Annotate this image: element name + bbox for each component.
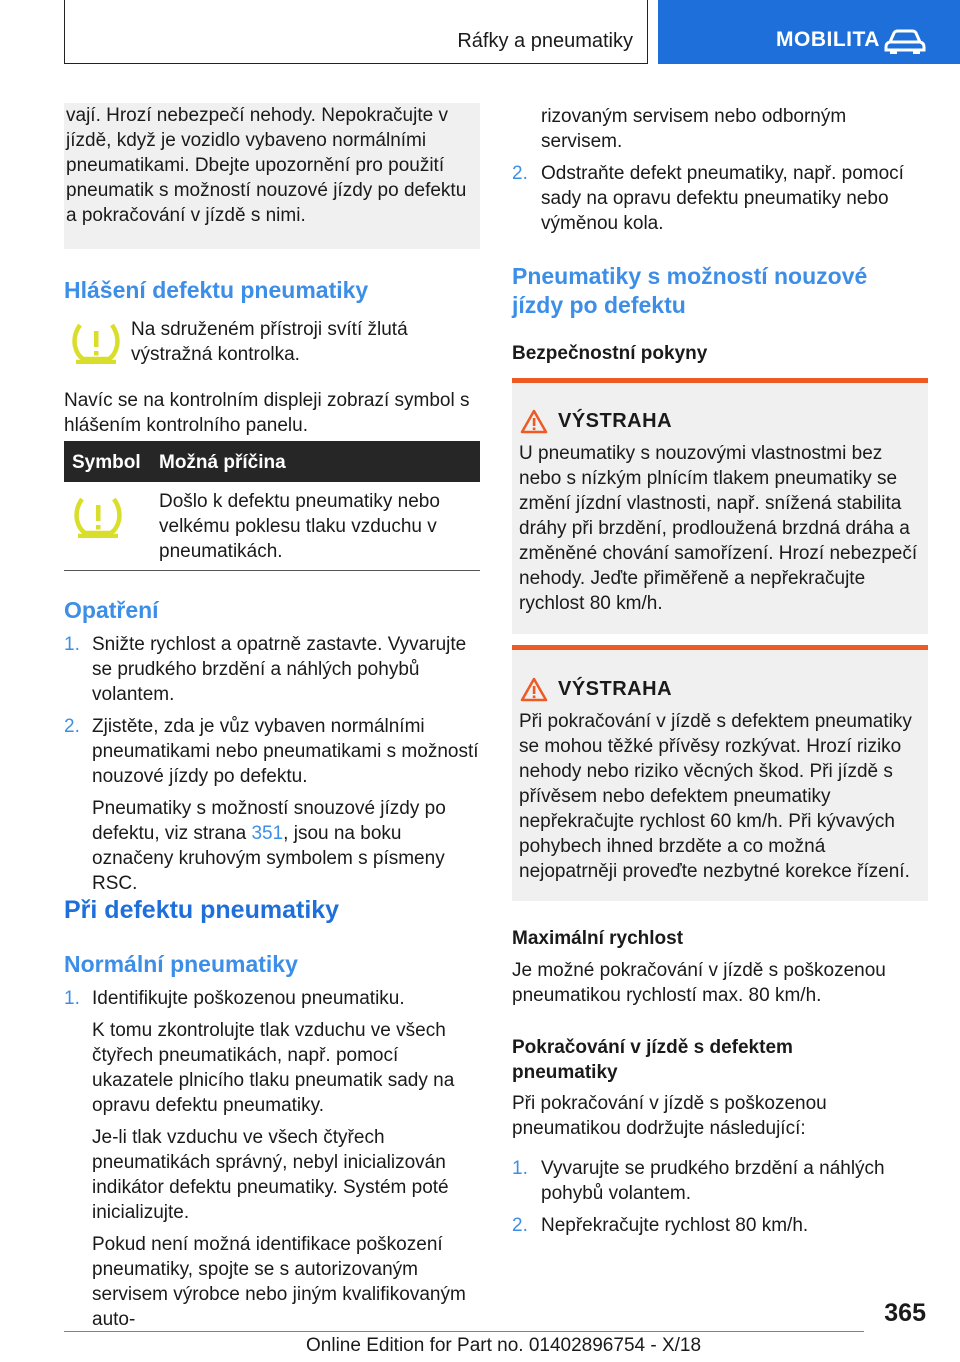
- normal-para-1: K tomu zkontrolujte tlak vzduchu ve všech čtyřech pneumatikách, např. pomocí ukazatele plnicího tlaku pneumatik sady na opravu defektu pneumatiky.: [92, 1020, 455, 1116]
- intro-box: [64, 103, 480, 249]
- warning-title-2: VÝSTRAHA: [558, 678, 673, 700]
- continue-heading: Pokračování v jízdě s defektem pneumatiky: [512, 1037, 793, 1083]
- warning-text-1: U pneumatiky s nouzovými vlastnostmi bez nebo s nízkým plnícím tlakem pneumatiky se změní jízdní vlastnosti, např. snížená stabilita dráhy při brzdění, prodloužená brzdná dráha a změněné chování samořízení. Hrozí nebezpečí nehody. Jeďte přiměřeně a nepřekračujte rychlost 80 km/h.: [519, 443, 918, 614]
- rsc-note: [64, 796, 480, 896]
- list-item: [512, 1213, 928, 1238]
- footer-rule: [64, 1331, 864, 1332]
- header-section-title: Ráfky a pneumatiky: [457, 30, 633, 52]
- continue-intro: Při pokračování v jízdě s poškozenou pneumatikou dodržujte následující:: [512, 1093, 827, 1139]
- list-number: 2.: [64, 716, 80, 737]
- max-speed-heading: Maximální rychlost: [512, 928, 684, 949]
- list-item: [64, 714, 480, 789]
- indicator-text: Na sdruženém přístroji svítí žlutá výstražná kontrolka.: [131, 319, 408, 365]
- car-icon: [884, 28, 926, 54]
- list-text: Zjistěte, zda je vůz vybaven normálními pneumatikami nebo pneumatikami s možností nouzové jízdy po defektu.: [92, 716, 479, 787]
- list-item: [512, 161, 928, 236]
- continue-list: [512, 1156, 928, 1238]
- tire-pressure-warning-icon: [70, 322, 122, 364]
- normal-tires-list: [64, 986, 480, 1332]
- heading-at-defect: Při defektu pneumatiky: [64, 896, 340, 924]
- normal-para-3: Pokud není možná identifikace poškození pneumatiky, spojte se s autorizovaným servisem výrobce nebo jiným kvalifikovaným auto-: [92, 1234, 466, 1330]
- normal-para-2: Je-li tlak vzduchu ve všech čtyřech pneumatikách správný, nebyl inicializován indikátor defektu pneumatiky. Systém poté inicializujte.: [92, 1127, 449, 1223]
- continued-text: rizovaným servisem nebo odborným servisem.: [541, 106, 847, 152]
- list-number: 1.: [64, 634, 80, 655]
- list-number: 1.: [64, 988, 80, 1009]
- warning-box-2: [512, 645, 928, 901]
- table-header: [64, 441, 480, 482]
- right-top-list: [512, 104, 928, 236]
- footer-edition: Online Edition for Part no. 01402896754 - X/18: [306, 1335, 702, 1356]
- page-number: 365: [884, 1299, 926, 1327]
- rsc-note-b: , jsou na boku označeny kruhovým symbolem s písmeny RSC.: [92, 823, 445, 894]
- list-text: Vyvarujte se prudkého brzdění a náhlých pohybů volantem.: [541, 1158, 885, 1204]
- warning-text-2: Při pokračování v jízdě s defektem pneumatiky se mohou těžké přívěsy rozkývat. Hrozí riziko nehody nebo riziko věcných škod. Při jízdě s přívěsem nebo defektem pneumatiky nepřekračujte rychlost 60 km/h. Při kývavých pohybech ihned brzděte a co možná nejopatrněji proveďte nezbytné korekce řízení.: [519, 711, 912, 882]
- display-text: Navíc se na kontrolním displeji zobrazí symbol s hlášením kontrolního panelu.: [64, 390, 470, 436]
- list-text: Snižte rychlost a opatrně zastavte. Vyvarujte se prudkého brzdění a náhlých pohybů volantem.: [92, 634, 467, 705]
- page-link-351[interactable]: 351: [251, 823, 284, 844]
- table-col-symbol: Symbol: [72, 452, 141, 473]
- list-number: 2.: [512, 163, 528, 184]
- list-text: Nepřekračujte rychlost 80 km/h.: [541, 1215, 809, 1236]
- warning-title-1: VÝSTRAHA: [558, 410, 673, 432]
- list-text: Identifikujte poškozenou pneumatiku.: [92, 988, 405, 1009]
- list-item: [512, 1156, 928, 1206]
- header-section-box: [64, 0, 648, 64]
- list-item: [64, 986, 480, 1011]
- tire-pressure-warning-icon: [72, 496, 124, 538]
- list-number: 2.: [512, 1215, 528, 1236]
- warning-triangle-icon: [520, 677, 548, 702]
- list-number: 1.: [512, 1158, 528, 1179]
- max-speed-text: Je možné pokračování v jízdě s poškozenou pneumatikou rychlostí max. 80 km/h.: [512, 960, 886, 1006]
- warning-triangle-icon: [520, 409, 548, 434]
- safety-heading: Bezpečnostní pokyny: [512, 343, 708, 364]
- list-item: [64, 632, 480, 707]
- warning-box-1: [512, 378, 928, 634]
- rsc-note-a: Pneumatiky s možností snouzové jízdy po defektu, viz strana: [92, 798, 446, 844]
- table-col-cause: Možná příčina: [159, 452, 286, 473]
- heading-rsc-tires: Pneumatiky s možností nouzové jízdy po defektu: [512, 263, 868, 318]
- heading-measures: Opatření: [64, 597, 159, 623]
- intro-text: vají. Hrozí nebezpečí nehody. Nepokračujte v jízdě, když je vozidlo vybaveno normálními pneumatikami. Dbejte upozornění pro použití pneumatik s možností nouzové jízdy po defektu a pokračování v jízdě s nimi.: [66, 105, 467, 226]
- measures-list: [64, 632, 480, 896]
- heading-normal-tires: Normální pneumatiky: [64, 951, 298, 977]
- heading-defect-message: Hlášení defektu pneumatiky: [64, 277, 369, 303]
- table-bottom-rule: [64, 570, 480, 571]
- header-chapter-label: MOBILITA: [776, 28, 880, 51]
- list-text: Odstraňte defekt pneumatiky, např. pomocí sady na opravu defektu pneumatiky nebo výměnou kola.: [541, 163, 904, 234]
- table-row-cause: Došlo k defektu pneumatiky nebo velkému poklesu tlaku vzduchu v pneumatikách.: [159, 491, 440, 562]
- header-chapter-tab[interactable]: [658, 0, 960, 64]
